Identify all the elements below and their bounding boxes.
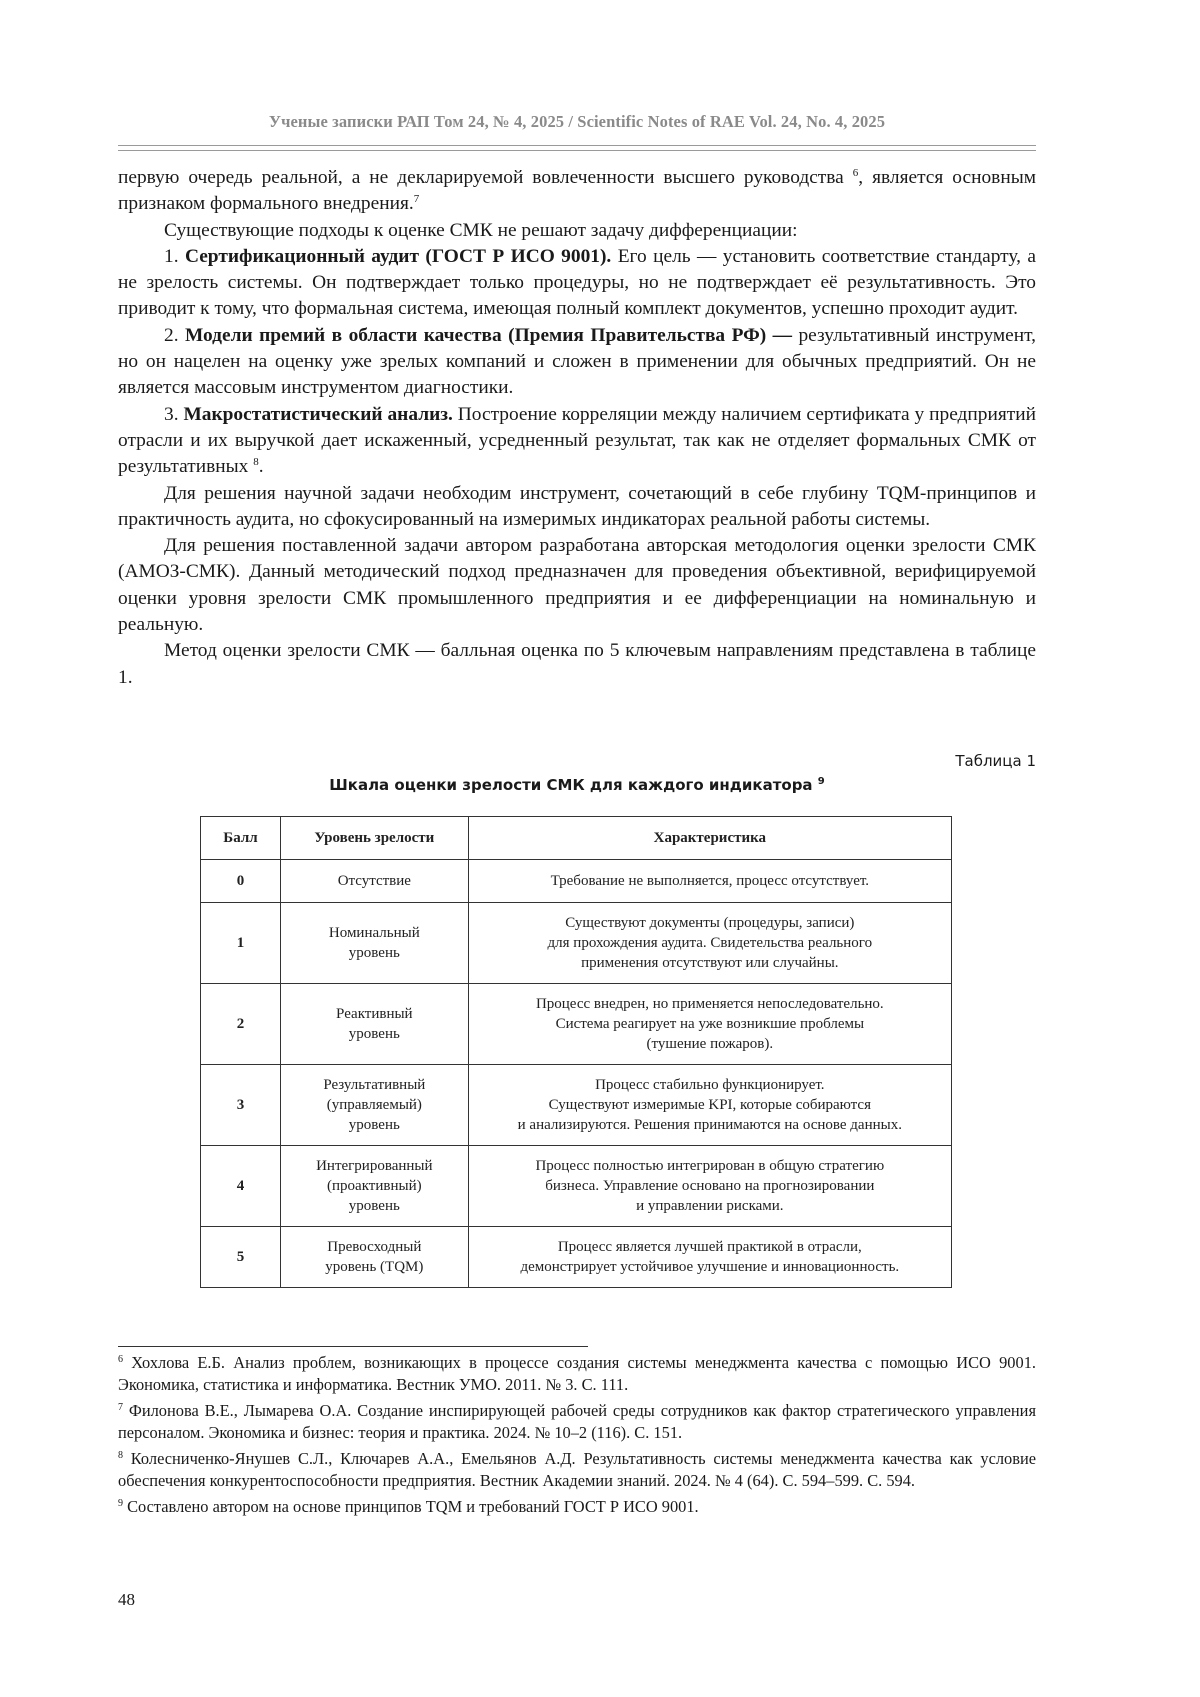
header-rule-bottom bbox=[118, 150, 1036, 151]
header-characteristic: Характеристика bbox=[468, 817, 951, 860]
score-cell: 0 bbox=[201, 860, 281, 903]
level-line: (проактивный) bbox=[327, 1178, 422, 1194]
main-text bbox=[118, 165, 1036, 691]
characteristic-cell bbox=[468, 1227, 951, 1288]
table-row bbox=[201, 1227, 952, 1288]
table-row bbox=[201, 903, 952, 984]
level-line: уровень (TQM) bbox=[325, 1259, 424, 1275]
level-cell bbox=[281, 1146, 469, 1227]
level-line: уровень bbox=[348, 1198, 400, 1214]
paragraph-5: 3. Макростатистический анализ. Построение корреляции между наличием сертификата у предприятий отрасли и их выручкой дает искаженный, усредненный результат, так как не отделяет формальных СМК от результативных $^8$. bbox=[118, 403, 1037, 478]
paragraph-8: Метод оценки зрелости СМК — балльная оценка по 5 ключевым направлениям представлена в таблице 1. bbox=[118, 640, 1036, 688]
footnote-8: $^8$ Колесниченко-Янушев С.Л., Ключарев А.А., Емельянов А.Д. Результативность системы менеджмента качества как условие обеспечения конкурентоспособности предприятия. Вестник Академии знаний. 2024. № 4 (64). С. 594–599. С. 594. bbox=[118, 1449, 1036, 1490]
score-cell: 3 bbox=[201, 1065, 281, 1146]
characteristic-line: и анализируются. Решения принимаются на основе данных. bbox=[517, 1117, 902, 1133]
level-line: уровень bbox=[348, 1026, 400, 1042]
table-row bbox=[201, 860, 952, 903]
maturity-scale-table bbox=[200, 816, 952, 1288]
level-cell bbox=[281, 903, 469, 984]
characteristic-line: Существуют документы (процедуры, записи) bbox=[565, 915, 855, 931]
paragraph-4: 2. Модели премий в области качества (Премия Правительства РФ) — результативный инструмент, но он нацелен на оценку уже зрелых компаний и сложен в применении для обычных предприятий. Он не является массовым инструментом диагностики. bbox=[118, 324, 1037, 399]
characteristic-line: Процесс внедрен, но применяется непоследовательно. bbox=[535, 996, 884, 1012]
characteristic-line: и управлении рисками. bbox=[636, 1198, 784, 1214]
level-line: Реактивный bbox=[336, 1006, 413, 1022]
characteristic-line: (тушение пожаров). bbox=[646, 1036, 774, 1052]
table-title: Шкала оценки зрелости СМК для каждого индикатора $^9$ bbox=[329, 776, 825, 794]
score-cell: 5 bbox=[201, 1227, 281, 1288]
level-cell bbox=[281, 1227, 469, 1288]
characteristic-line: Процесс является лучшей практикой в отрасли, bbox=[557, 1239, 862, 1255]
characteristic-cell bbox=[468, 903, 951, 984]
paragraph-7: Для решения поставленной задачи автором разработана авторская методология оценки зрелости СМК (АМОЗ-СМК). Данный методический подход предназначен для проведения объективной, верифицируемой оценки уровня зрелости СМК промышленного предприятия и ее дифференциации на номинальную и реальную. bbox=[118, 535, 1036, 636]
characteristic-line: Система реагирует на уже возникшие проблемы bbox=[555, 1016, 865, 1032]
score-cell: 4 bbox=[201, 1146, 281, 1227]
page-number: 48 bbox=[118, 1590, 135, 1609]
footnote-ref-8[interactable]: 8 bbox=[253, 456, 259, 469]
paragraph-3: 1. Сертификационный аудит (ГОСТ Р ИСО 9001). Его цель — установить соответствие стандарту, а не зрелость системы. Он подтверждает только процедуры, но не подтверждает её результативность. Это приводит к тому, что формальная система, имеющая полный комплект документов, успешно проходит аудит. bbox=[118, 245, 1037, 320]
level-cell bbox=[281, 860, 469, 903]
paragraph-6: Для решения научной задачи необходим инструмент, сочетающий в себе глубину TQM-принципов и практичность аудита, но сфокусированный на измеримых индикаторах реальной работы системы. bbox=[118, 482, 1036, 530]
level-line: Номинальный bbox=[328, 925, 420, 941]
characteristic-line: Процесс стабильно функционирует. bbox=[595, 1077, 825, 1093]
footnote-9: $^9$ Составлено автором на основе принципов TQM и требований ГОСТ Р ИСО 9001. bbox=[118, 1497, 699, 1516]
score-cell: 2 bbox=[201, 984, 281, 1065]
footnote-ref-9[interactable]: 9 bbox=[817, 776, 825, 787]
characteristic-line: для прохождения аудита. Свидетельства реального bbox=[547, 935, 873, 951]
table-row bbox=[201, 1146, 952, 1227]
level-line: Отсутствие bbox=[337, 873, 411, 889]
header-rule-top bbox=[118, 145, 1036, 146]
level-line: Интегрированный bbox=[316, 1158, 433, 1174]
score-cell: 1 bbox=[201, 903, 281, 984]
header-level: Уровень зрелости bbox=[281, 817, 469, 860]
level-line: уровень bbox=[348, 945, 400, 961]
paragraph-1: первую очередь реальной, а не декларируемой вовлеченности высшего руководства $^6$, является основным признаком формального внедрения.$^7$ bbox=[118, 167, 1036, 215]
table-header-row bbox=[201, 817, 952, 860]
level-line: Результативный bbox=[323, 1077, 426, 1093]
characteristic-line: Существуют измеримые KPI, которые собираются bbox=[548, 1097, 871, 1113]
characteristic-line: Требование не выполняется, процесс отсутствует. bbox=[550, 873, 870, 889]
level-line: Превосходный bbox=[327, 1239, 422, 1255]
characteristic-line: Процесс полностью интегрирован в общую стратегию bbox=[535, 1158, 885, 1174]
characteristic-line: применения отсутствуют или случайны. bbox=[581, 955, 839, 971]
footnote-ref-6[interactable]: 6 bbox=[852, 167, 859, 179]
footnote-7: $^7$ Филонова В.Е., Лымарева О.А. Создание инспирирующей рабочей среды сотрудников как фактор стратегического управления персоналом. Экономика и бизнес: теория и практика. 2024. № 10–2 (116). С. 151. bbox=[118, 1401, 1036, 1442]
footnotes bbox=[118, 1352, 1036, 1522]
table-row bbox=[201, 1065, 952, 1146]
paragraph-2: Существующие подходы к оценке СМК не решают задачу дифференциации: bbox=[164, 219, 798, 241]
characteristic-cell bbox=[468, 1065, 951, 1146]
header-score: Балл bbox=[201, 817, 281, 860]
level-line: уровень bbox=[348, 1117, 400, 1133]
characteristic-cell bbox=[468, 984, 951, 1065]
characteristic-cell bbox=[468, 1146, 951, 1227]
running-header: Ученые записки РАП Том 24, № 4, 2025 / Scientific Notes of RAE Vol. 24, No. 4, 2025 bbox=[268, 112, 886, 131]
footnote-6: $^6$ Хохлова Е.Б. Анализ проблем, возникающих в процессе создания системы менеджмента качества с помощью ИСО 9001. Экономика, статистика и информатика. Вестник УМО. 2011. № 3. С. 111. bbox=[118, 1353, 1036, 1394]
characteristic-line: бизнеса. Управление основано на прогнозировании bbox=[545, 1178, 875, 1194]
characteristic-cell bbox=[468, 860, 951, 903]
level-line: (управляемый) bbox=[326, 1097, 422, 1113]
footnote-ref-7[interactable]: 7 bbox=[413, 193, 420, 206]
level-cell bbox=[281, 1065, 469, 1146]
footnote-rule bbox=[118, 1346, 588, 1347]
level-cell bbox=[281, 984, 469, 1065]
table-row bbox=[201, 984, 952, 1065]
table-number: Таблица 1 bbox=[955, 752, 1036, 770]
characteristic-line: демонстрирует устойчивое улучшение и инновационность. bbox=[520, 1259, 900, 1275]
